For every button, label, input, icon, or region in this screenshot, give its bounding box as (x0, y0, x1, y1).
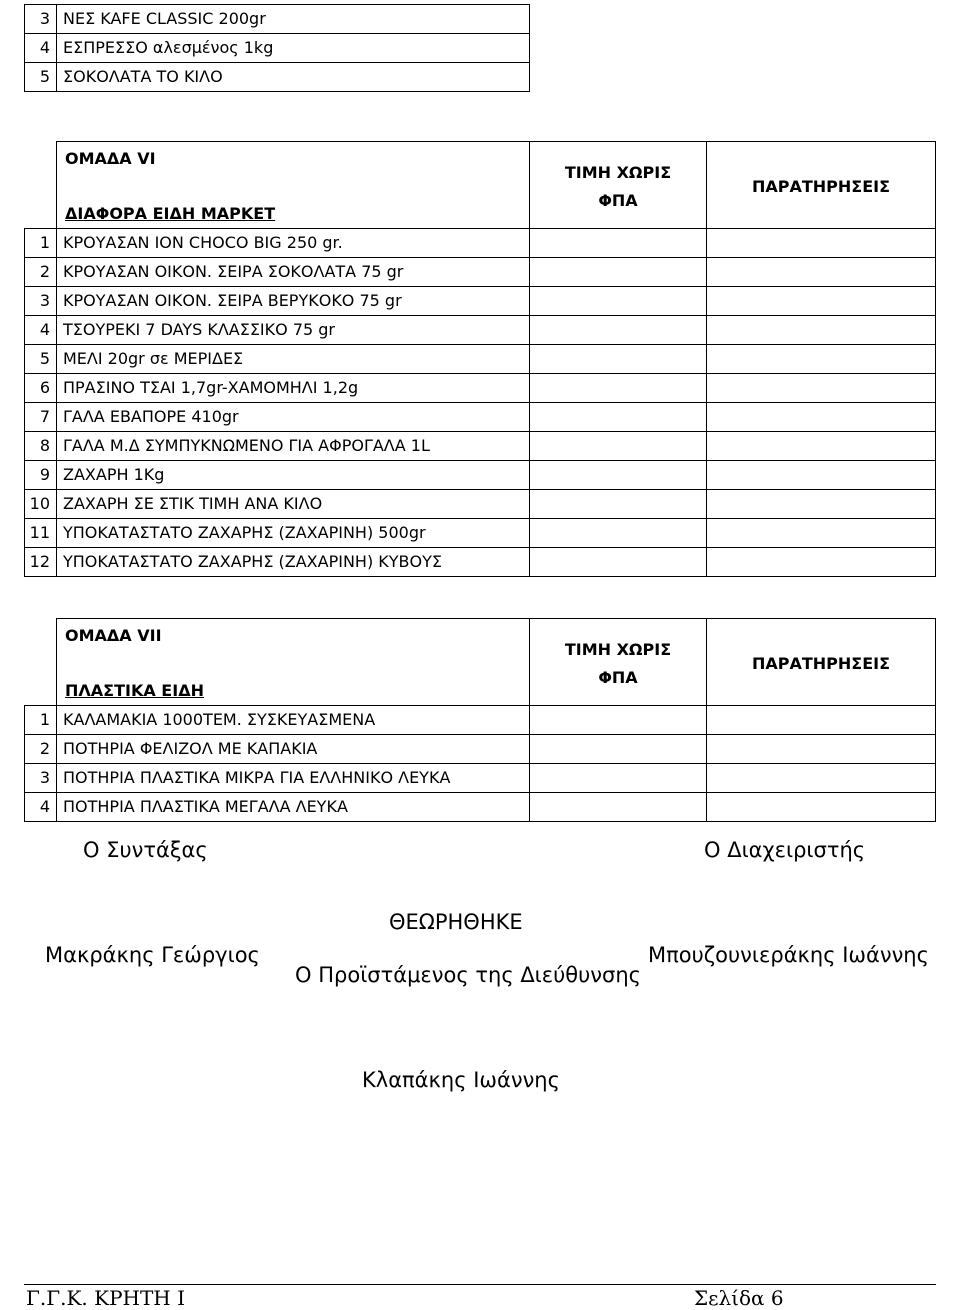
table-row (25, 63, 530, 92)
price-cell (530, 548, 707, 577)
table-row (25, 287, 936, 316)
row-number: 10 (25, 490, 57, 519)
notes-cell (707, 403, 936, 432)
item-name: ΚΡΟΥΑΣΑΝ ΙΟΝ CHOCO BIG 250 gr. (57, 229, 530, 258)
table-row (25, 548, 936, 577)
director-name: Κλαπάκης Ιωάννης (362, 1068, 560, 1092)
manager-role: Ο Διαχειριστής (704, 838, 866, 862)
price-cell (530, 229, 707, 258)
item-name: ΓΑΛΑ Μ.Δ ΣΥΜΠΥΚΝΩΜΕΝΟ ΓΙΑ ΑΦΡΟΓΑΛΑ 1L (57, 432, 530, 461)
author-role: Ο Συντάξας (83, 838, 208, 862)
notes-cell (707, 519, 936, 548)
row-number: 7 (25, 403, 57, 432)
row-number: 3 (25, 764, 57, 793)
row-number: 4 (25, 793, 57, 822)
notes-cell (707, 229, 936, 258)
notes-cell (707, 793, 936, 822)
notes-cell (707, 461, 936, 490)
row-number: 12 (25, 548, 57, 577)
notes-cell (707, 258, 936, 287)
row-number: 3 (25, 287, 57, 316)
table-row (25, 432, 936, 461)
item-name: ΓΑΛΑ ΕΒΑΠΟΡΕ 410gr (57, 403, 530, 432)
table-row (25, 461, 936, 490)
row-number: 4 (25, 34, 57, 63)
row-number: 2 (25, 258, 57, 287)
price-cell (530, 490, 707, 519)
group7-rows (25, 619, 936, 822)
item-name: ΝΕΣ KAFE CLASSIC 200gr (57, 5, 530, 34)
table-row (25, 5, 530, 34)
footer-page-number: Σελίδα 6 (694, 1286, 784, 1310)
item-name: ΣΟΚΟΛΑΤΑ ΤΟ ΚΙΛΟ (57, 63, 530, 92)
item-name: ΚΡΟΥΑΣΑΝ ΟΙΚΟΝ. ΣΕΙΡΑ ΣΟΚΟΛΑΤΑ 75 gr (57, 258, 530, 287)
group6-notes-header: ΠΑΡΑΤΗΡΗΣΕΙΣ (707, 142, 936, 229)
group6-header-row (25, 142, 936, 229)
table-row (25, 316, 936, 345)
row-number: 11 (25, 519, 57, 548)
group7-header-row (25, 619, 936, 706)
row-number: 8 (25, 432, 57, 461)
group6-price-header: ΤΙΜΗ ΧΩΡΙΣ ΦΠΑ (530, 142, 707, 229)
group7-title: ΟΜΑΔΑ VII (65, 626, 162, 645)
notes-cell (707, 316, 936, 345)
approved-label: ΘΕΩΡΗΘΗΚΕ (389, 910, 523, 934)
item-name: ΚΑΛΑΜΑΚΙΑ 1000ΤΕΜ. ΣΥΣΚΕΥΑΣΜΕΝΑ (57, 706, 530, 735)
price-cell (530, 764, 707, 793)
top-item-table (24, 4, 530, 92)
group6-rows (25, 142, 936, 577)
director-role: Ο Προϊστάμενος της Διεύθυνσης (295, 963, 641, 987)
item-name: ΖΑΧΑΡΗ ΣΕ ΣΤΙΚ ΤΙΜΗ ΑΝΑ ΚΙΛΟ (57, 490, 530, 519)
price-cell (530, 519, 707, 548)
table-row (25, 258, 936, 287)
table-row (25, 34, 530, 63)
top-item-rows (25, 5, 530, 92)
row-number: 1 (25, 706, 57, 735)
row-number: 9 (25, 461, 57, 490)
item-name: ΥΠΟΚΑΤΑΣΤΑΤΟ ΖΑΧΑΡΗΣ (ΖΑΧΑΡΙΝΗ) 500gr (57, 519, 530, 548)
price-cell (530, 403, 707, 432)
item-name: ΠΟΤΗΡΙΑ ΦΕΛΙΖΟΛ ΜΕ ΚΑΠΑΚΙΑ (57, 735, 530, 764)
notes-cell (707, 432, 936, 461)
notes-cell (707, 735, 936, 764)
notes-cell (707, 490, 936, 519)
group7-price-header: ΤΙΜΗ ΧΩΡΙΣ ΦΠΑ (530, 619, 707, 706)
table-row (25, 764, 936, 793)
group6-table (24, 141, 936, 577)
row-number: 3 (25, 5, 57, 34)
row-number: 6 (25, 374, 57, 403)
notes-cell (707, 374, 936, 403)
table-row (25, 706, 936, 735)
row-number: 1 (25, 229, 57, 258)
table-row (25, 403, 936, 432)
table-row (25, 345, 936, 374)
price-cell (530, 316, 707, 345)
author-name: Μακράκης Γεώργιος (45, 943, 260, 967)
price-cell (530, 735, 707, 764)
group6-header-spacer (25, 142, 57, 229)
notes-cell (707, 706, 936, 735)
item-name: ΚΡΟΥΑΣΑΝ ΟΙΚΟΝ. ΣΕΙΡΑ ΒΕΡΥΚΟΚΟ 75 gr (57, 287, 530, 316)
group7-table (24, 618, 936, 822)
notes-cell (707, 764, 936, 793)
table-row (25, 519, 936, 548)
item-name: ΠΟΤΗΡΙΑ ΠΛΑΣΤΙΚΑ ΜΕΓΑΛΑ ΛΕΥΚΑ (57, 793, 530, 822)
item-name: ΜΕΛΙ 20gr σε ΜΕΡΙΔΕΣ (57, 345, 530, 374)
item-name: ΥΠΟΚΑΤΑΣΤΑΤΟ ΖΑΧΑΡΗΣ (ΖΑΧΑΡΙΝΗ) ΚΥΒΟΥΣ (57, 548, 530, 577)
price-cell (530, 287, 707, 316)
item-name: ΠΟΤΗΡΙΑ ΠΛΑΣΤΙΚΑ ΜΙΚΡΑ ΓΙΑ ΕΛΛΗΝΙΚΟ ΛΕΥΚΑ (57, 764, 530, 793)
group6-title: ΟΜΑΔΑ VI (65, 149, 156, 168)
price-cell (530, 258, 707, 287)
footer-rule (24, 1284, 936, 1285)
table-row (25, 374, 936, 403)
group7-subtitle: ΠΛΑΣΤΙΚΑ ΕΙΔΗ (65, 681, 204, 700)
item-name: ΕΣΠΡΕΣΣΟ αλεσμένος 1kg (57, 34, 530, 63)
table-row (25, 793, 936, 822)
table-row (25, 490, 936, 519)
notes-cell (707, 345, 936, 374)
price-cell (530, 374, 707, 403)
row-number: 2 (25, 735, 57, 764)
table-row (25, 229, 936, 258)
item-name: ΠΡΑΣΙΝΟ ΤΣΑΙ 1,7gr-ΧΑΜΟΜΗΛΙ 1,2g (57, 374, 530, 403)
price-cell (530, 461, 707, 490)
row-number: 5 (25, 345, 57, 374)
price-cell (530, 345, 707, 374)
table-row (25, 735, 936, 764)
price-cell (530, 793, 707, 822)
item-name: ΤΣΟΥΡΕΚΙ 7 DAYS ΚΛΑΣΣΙΚΟ 75 gr (57, 316, 530, 345)
notes-cell (707, 548, 936, 577)
group6-subtitle: ΔΙΑΦΟΡΑ ΕΙΔΗ ΜΑΡΚΕΤ (65, 204, 276, 223)
group7-header-spacer (25, 619, 57, 706)
price-cell (530, 432, 707, 461)
group7-notes-header: ΠΑΡΑΤΗΡΗΣΕΙΣ (707, 619, 936, 706)
group6-heading (57, 142, 530, 229)
group7-heading (57, 619, 530, 706)
row-number: 5 (25, 63, 57, 92)
notes-cell (707, 287, 936, 316)
manager-name: Μπουζουνιεράκης Ιωάννης (648, 943, 929, 967)
price-cell (530, 706, 707, 735)
footer-left: Γ.Γ.Κ. ΚΡΗΤΗ Ι (26, 1286, 186, 1310)
item-name: ΖΑΧΑΡΗ 1Kg (57, 461, 530, 490)
row-number: 4 (25, 316, 57, 345)
